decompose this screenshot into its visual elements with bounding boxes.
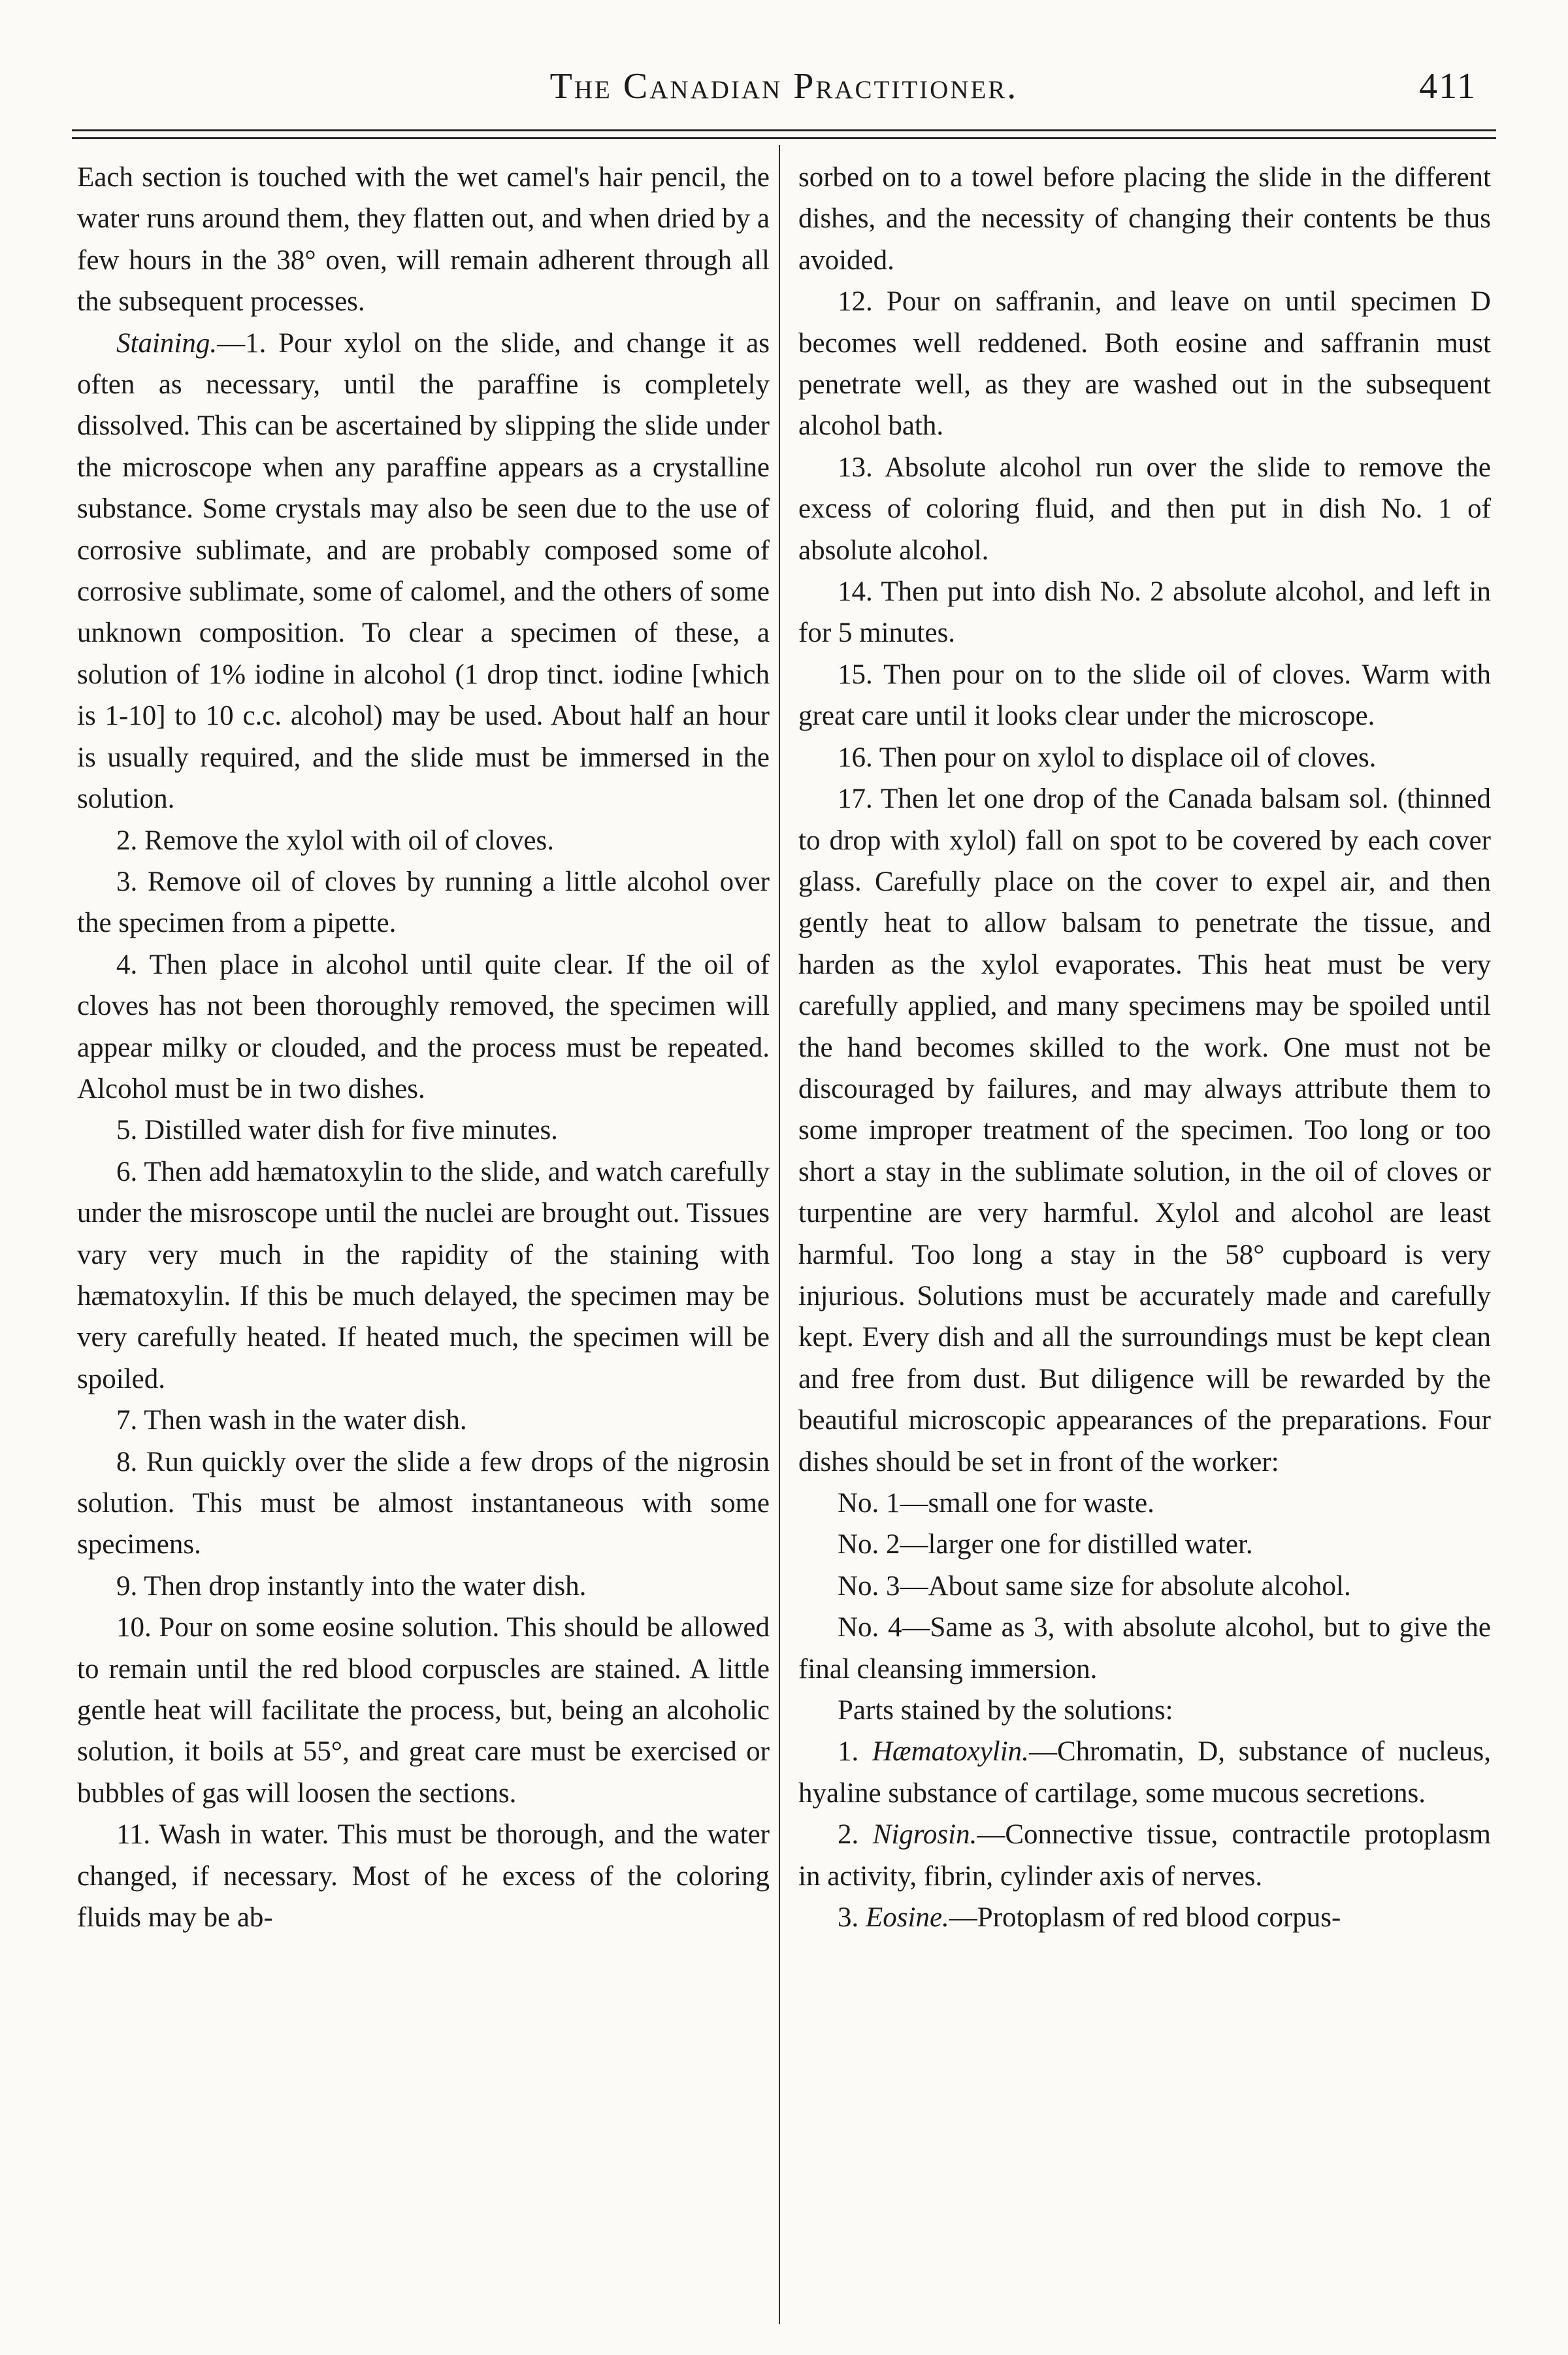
right-column xyxy=(798,157,1491,1938)
page-header xyxy=(72,65,1496,124)
paragraph: 5. Distilled water dish for five minutes. xyxy=(116,1115,558,1146)
paragraph: 14. Then put into dish No. 2 absolute alcohol, and left in for 5 minutes. xyxy=(798,576,1491,649)
header-rule-bottom xyxy=(72,137,1496,139)
paragraph: 2. Remove the xylol with oil of cloves. xyxy=(116,825,554,856)
list-item: No. 4—Same as 3, with absolute alcohol, but to give the final cleansing immersion. xyxy=(798,1612,1491,1685)
paragraph: Each section is touched with the wet camel's hair pencil, the water runs around them, they flatten out, and when dried by a few hours in the 38° oven, will remain adherent through all the subsequent processes. xyxy=(77,162,770,318)
list-item: No. 3—About same size for absolute alcohol. xyxy=(838,1570,1351,1602)
left-column xyxy=(77,157,770,1938)
paragraph: 13. Absolute alcohol run over the slide to remove the excess of coloring fluid, and then put in dish No. 1 of absolute alcohol. xyxy=(798,452,1491,566)
paragraph: Staining.—1. Pour xylol on the slide, and change it as often as necessary, until the paraffine is completely dissolved. This can be ascertained by slipping the slide under the microscope when any paraffine appears as a crystalline substance. Some crystals may also be seen due to the use of corrosive sublimate, and are probably composed some of corrosive sublimate, some of calomel, and the others of some unknown composition. To clear a specimen of these, a solution of 1% iodine in alcohol (1 drop tinct. iodine [which is 1-10] to 10 c.c. alcohol) may be used. About half an hour is usually required, and the slide must be immersed in the solution. xyxy=(77,327,770,815)
paragraph: 17. Then let one drop of the Canada balsam sol. (thinned to drop with xylol) fall on spot to be covered by each cover glass. Carefully place on the cover to expel air, and then gently heat to allow balsam to penetrate the tissue, and harden as the xylol evaporates. This heat must be very carefully applied, and many specimens may be spoiled until the hand becomes skilled to the work. One must not be discouraged by failures, and may always attribute them to some improper treatment of the specimen. Too long or too short a stay in the sublimate solution, in the oil of cloves or turpentine are very harmful. Xylol and alcohol are least harmful. Too long a stay in the 58° cupboard is very injurious. Solutions must be accurately made and carefully kept. Every dish and all the surroundings must be kept clean and free from dust. But diligence will be rewarded by the beautiful microscopic appearances of the preparations. Four dishes should be set in front of the worker: xyxy=(798,783,1491,1477)
paragraph: 9. Then drop instantly into the water dish. xyxy=(116,1570,587,1602)
paragraph: 7. Then wash in the water dish. xyxy=(116,1405,467,1436)
list-item: No. 1—small one for waste. xyxy=(838,1488,1154,1519)
list-item: No. 2—larger one for distilled water. xyxy=(838,1529,1253,1560)
paragraph: 11. Wash in water. This must be thorough, and the water changed, if necessary. Most of he excess of the coloring fluids may be ab- xyxy=(77,1819,770,1934)
paragraph: sorbed on to a towel before placing the slide in the different dishes, and the necessity of changing their contents be thus avoided. xyxy=(798,162,1491,276)
paragraph: 8. Run quickly over the slide a few drops of the nigrosin solution. This must be almost instantaneous with some specimens. xyxy=(77,1446,770,1560)
paragraph: 4. Then place in alcohol until quite clear. If the oil of cloves has not been thoroughly removed, the specimen will appear milky or clouded, and the process must be repeated. Alcohol must be in two dishes. xyxy=(77,949,770,1104)
paragraph: 3. Remove oil of cloves by running a little alcohol over the specimen from a pipette. xyxy=(77,866,770,939)
header-rule-top xyxy=(72,129,1496,131)
page-number: 411 xyxy=(1419,66,1477,107)
running-title: The Canadian Practitioner. xyxy=(549,66,1019,107)
column-divider xyxy=(779,145,780,2324)
paragraph: 3. Eosine.—Protoplasm of red blood corpus- xyxy=(838,1902,1341,1934)
paragraph: 1. Hæmatoxylin.—Chromatin, D, substance of nucleus, hyaline substance of cartilage, some mucous secretions. xyxy=(798,1736,1491,1809)
paragraph: 2. Nigrosin.—Connective tissue, contractile protoplasm in activity, fibrin, cylinder axis of nerves. xyxy=(798,1819,1491,1892)
paragraph: 10. Pour on some eosine solution. This should be allowed to remain until the red blood corpuscles are stained. A little gentle heat will facilitate the process, but, being an alcoholic solution, it boils at 55°, and great care must be exercised or bubbles of gas will loosen the sections. xyxy=(77,1612,770,1809)
paragraph: 6. Then add hæmatoxylin to the slide, and watch carefully under the misroscope until the nuclei are brought out. Tissues vary very much in the rapidity of the staining with hæmatoxylin. If this be much delayed, the specimen may be very carefully heated. If heated much, the specimen will be spoiled. xyxy=(77,1156,770,1394)
paragraph: 12. Pour on saffranin, and leave on until specimen D becomes well reddened. Both eosine and saffranin must penetrate well, as they are washed out in the subsequent alcohol bath. xyxy=(798,286,1491,442)
paragraph: 16. Then pour on xylol to displace oil of cloves. xyxy=(838,742,1377,773)
paragraph: 15. Then pour on to the slide oil of cloves. Warm with great care until it looks clear under the microscope. xyxy=(798,659,1491,732)
paragraph: Parts stained by the solutions: xyxy=(838,1695,1173,1726)
